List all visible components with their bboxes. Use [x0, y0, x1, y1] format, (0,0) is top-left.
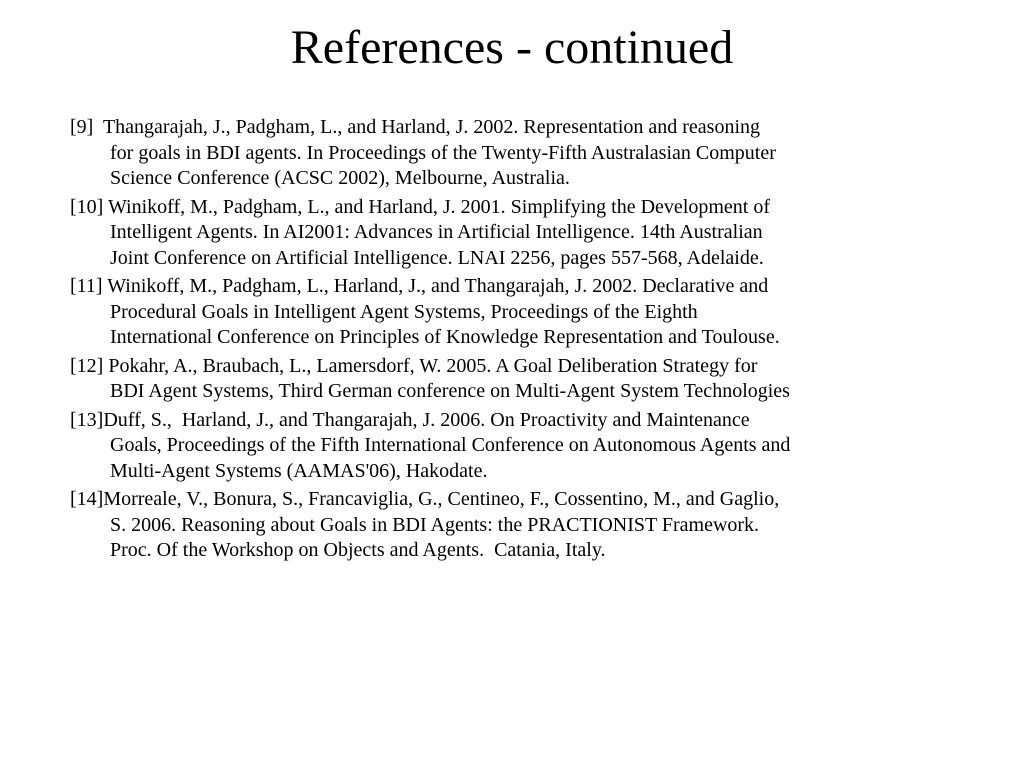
reference-line: Intelligent Agents. In AI2001: Advances in Artificial Intelligence. 14th Australian [110, 221, 763, 243]
reference-line: Procedural Goals in Intelligent Agent Systems, Proceedings of the Eighth [110, 300, 698, 323]
slide-title: References - continued [290, 21, 734, 74]
reference-line: International Conference on Principles of Knowledge Representation and Toulouse. [110, 326, 780, 348]
reference-line: Multi-Agent Systems (AAMAS'06), Hakodate. [110, 459, 488, 482]
reference-line: [11] Winikoff, M., Padgham, L., Harland, J., and Thangarajah, J. 2002. Declarative and [70, 275, 769, 297]
reference-line: Proc. Of the Workshop on Objects and Agents. Catania, Italy. [110, 539, 606, 561]
reference-item-14 [70, 487, 995, 564]
reference-item-13 [70, 408, 995, 485]
reference-line: Goals, Proceedings of the Fifth International Conference on Autonomous Agents and [110, 434, 791, 456]
reference-list [70, 115, 995, 567]
reference-line: BDI Agent Systems, Third German conference on Multi-Agent System Technologies [110, 380, 790, 402]
reference-item-12 [70, 354, 995, 405]
reference-line: [9] Thangarajah, J., Padgham, L., and Harland, J. 2002. Representation and reasoning [70, 116, 760, 138]
reference-line: Joint Conference on Artificial Intelligence. LNAI 2256, pages 557-568, Adelaide. [110, 246, 764, 269]
reference-line: [12] Pokahr, A., Braubach, L., Lamersdorf, W. 2005. A Goal Deliberation Strategy for [70, 354, 758, 377]
reference-line: S. 2006. Reasoning about Goals in BDI Agents: the PRACTIONIST Framework. [110, 513, 760, 536]
reference-line: [14]Morreale, V., Bonura, S., Francaviglia, G., Centineo, F., Cossentino, M., and Gaglio, [70, 488, 780, 510]
reference-line: [13]Duff, S., Harland, J., and Thangarajah, J. 2006. On Proactivity and Maintenance [70, 408, 750, 431]
reference-item-11 [70, 274, 995, 351]
reference-line: [10] Winikoff, M., Padgham, L., and Harland, J. 2001. Simplifying the Development of [70, 195, 771, 218]
reference-item-10 [70, 195, 995, 272]
reference-line: Science Conference (ACSC 2002), Melbourne, Australia. [110, 167, 570, 189]
reference-line: for goals in BDI agents. In Proceedings of the Twenty-Fifth Australasian Computer [110, 141, 776, 164]
reference-item-9 [70, 115, 995, 192]
